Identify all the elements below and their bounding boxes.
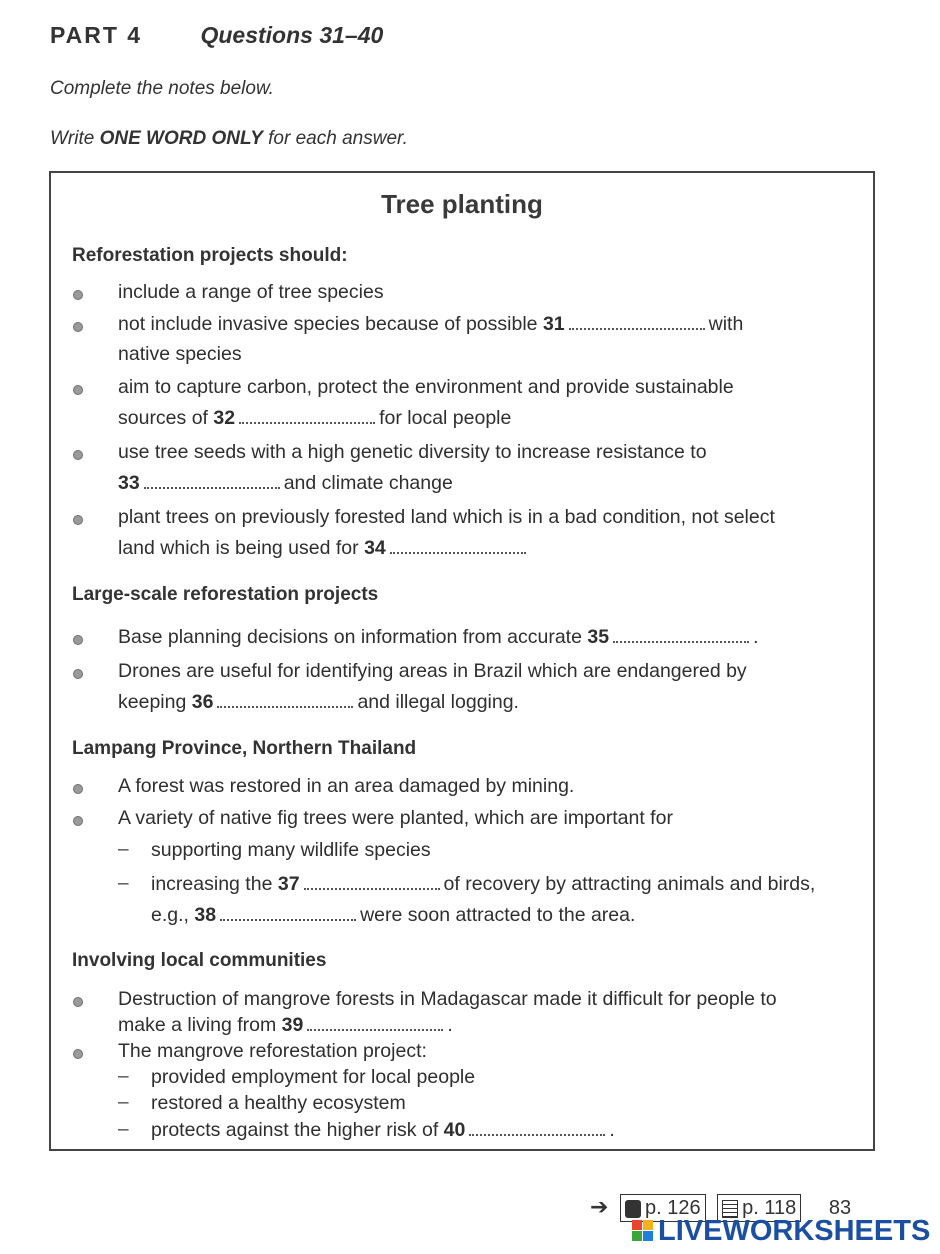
section-heading-communities: Involving local communities xyxy=(72,950,327,971)
question-number-37: 37 xyxy=(277,873,300,895)
bullet-icon xyxy=(72,1044,96,1064)
note-line: A variety of native fig trees were planted, which are important for xyxy=(118,807,673,829)
answer-gap-37[interactable] xyxy=(304,874,440,890)
note-line-q35: Base planning decisions on information from accurate 35 . xyxy=(118,626,759,648)
answer-gap-36[interactable] xyxy=(217,692,353,708)
note-line: include a range of tree species xyxy=(118,281,384,303)
bullet-icon xyxy=(72,811,96,831)
notes-title: Tree planting xyxy=(381,189,543,219)
question-number-38: 38 xyxy=(194,904,217,926)
dash-marker: – xyxy=(118,1119,129,1140)
note-subline-q37: increasing the 37 of recovery by attracting animals and birds, xyxy=(151,873,816,895)
answer-gap-39[interactable] xyxy=(307,1015,443,1031)
bullet-icon xyxy=(72,285,96,305)
note-line-q32: sources of 32 for local people xyxy=(118,407,512,429)
note-line: plant trees on previously forested land which is in a bad condition, not select xyxy=(118,506,775,528)
page-number: 83 xyxy=(828,1197,852,1219)
section-heading-large-scale: Large-scale reforestation projects xyxy=(72,584,379,605)
note-subline: provided employment for local people xyxy=(151,1066,476,1088)
bullet-icon xyxy=(72,630,96,650)
answer-gap-35[interactable] xyxy=(613,627,749,643)
part-header xyxy=(50,22,383,49)
dash-marker: – xyxy=(118,839,129,860)
question-number-39: 39 xyxy=(281,1014,304,1036)
bullet-icon xyxy=(72,510,96,530)
bullet-icon xyxy=(72,992,96,1012)
note-subline-q40: protects against the higher risk of 40 . xyxy=(151,1119,615,1141)
answer-gap-40[interactable] xyxy=(469,1120,605,1136)
logo-square-icon xyxy=(632,1220,642,1230)
question-number-31: 31 xyxy=(542,313,565,335)
bullet-icon xyxy=(72,664,96,684)
note-line-q34: land which is being used for 34 xyxy=(118,537,530,560)
answer-gap-32[interactable] xyxy=(239,408,375,424)
note-line-q36: keeping 36 and illegal logging. xyxy=(118,691,519,713)
note-line-q39: make a living from 39 . xyxy=(118,1014,453,1036)
bullet-icon xyxy=(72,317,96,337)
dash-marker: – xyxy=(118,1092,129,1113)
logo-text: LIVEWORKSHEETS xyxy=(658,1215,931,1247)
bullet-icon xyxy=(72,380,96,400)
logo-square-icon xyxy=(643,1231,653,1241)
question-number-33: 33 xyxy=(118,472,140,494)
question-number-34: 34 xyxy=(364,537,386,559)
question-number-35: 35 xyxy=(587,626,610,648)
logo-square-icon xyxy=(643,1220,653,1230)
note-subline: restored a healthy ecosystem xyxy=(151,1092,406,1114)
section-heading-lampang: Lampang Province, Northern Thailand xyxy=(72,738,417,759)
note-subline-q38: e.g., 38 were soon attracted to the area. xyxy=(151,904,636,926)
arrow-right-icon: ➔ xyxy=(590,1194,609,1219)
logo-square-icon xyxy=(632,1231,642,1241)
note-line: A forest was restored in an area damaged by mining. xyxy=(118,775,575,797)
note-line: The mangrove reforestation project: xyxy=(118,1040,427,1062)
dash-marker: – xyxy=(118,1066,129,1087)
note-subline: supporting many wildlife species xyxy=(151,839,431,861)
note-line: use tree seeds with a high genetic diversity to increase resistance to xyxy=(118,441,707,463)
questions-label: Questions 31–40 xyxy=(200,22,384,48)
note-line: Drones are useful for identifying areas in Brazil which are endangered by xyxy=(118,660,747,682)
answer-gap-31[interactable] xyxy=(569,314,705,330)
answer-gap-38[interactable] xyxy=(220,905,356,921)
section-heading-reforestation: Reforestation projects should: xyxy=(72,245,348,266)
answer-key-icon xyxy=(625,1200,641,1218)
instruction-complete: Complete the notes below. xyxy=(50,78,274,99)
bullet-icon xyxy=(72,779,96,799)
word-limit-emphasis: ONE WORD ONLY xyxy=(99,128,263,149)
answer-gap-33[interactable] xyxy=(144,473,280,489)
bullet-icon xyxy=(72,445,96,465)
answer-key-reference[interactable]: p. 126 xyxy=(620,1194,706,1222)
question-number-36: 36 xyxy=(191,691,214,713)
note-line: aim to capture carbon, protect the environment and provide sustainable xyxy=(118,376,734,398)
question-number-40: 40 xyxy=(443,1119,466,1141)
instruction-word-limit: Write ONE WORD ONLY for each answer. xyxy=(50,128,408,149)
dash-marker: – xyxy=(118,873,129,894)
note-line: native species xyxy=(118,343,242,365)
notes-box xyxy=(49,171,875,1151)
note-line-q31: not include invasive species because of possible 31 with xyxy=(118,313,744,335)
note-line: Destruction of mangrove forests in Madagascar made it difficult for people to xyxy=(118,988,777,1010)
question-number-32: 32 xyxy=(213,407,236,429)
part-label: PART 4 xyxy=(50,22,143,48)
transcript-reference[interactable]: p. 118 xyxy=(717,1194,801,1222)
note-line-q33: 33 and climate change xyxy=(118,472,453,494)
answer-gap-34[interactable] xyxy=(390,538,526,554)
